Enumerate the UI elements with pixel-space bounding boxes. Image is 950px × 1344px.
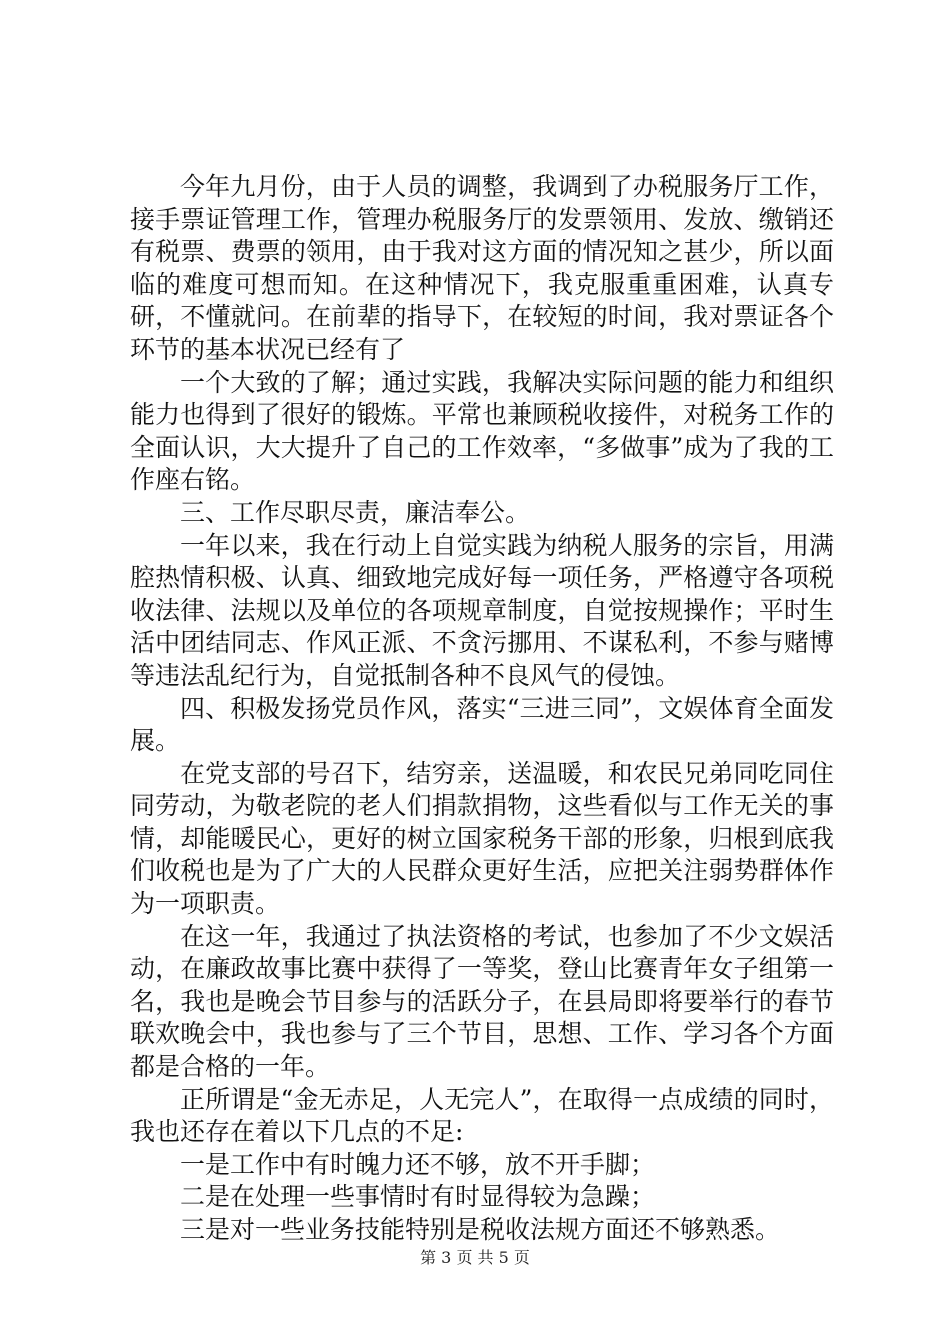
page-number-footer: 第 3 页 共 5 页 [420, 1248, 530, 1267]
section-heading-3: 三、工作尽职尽责，廉洁奉公。 [180, 497, 531, 527]
paragraph-8: 正所谓是“金无赤足，人无完人”，在取得一点成绩的同时，我也还存在着以下几点的不足: [130, 1084, 834, 1147]
paragraph-4: 一年以来，我在行动上自觉实践为纳税人服务的宗旨，用满腔热情积极、认真、细致地完成好每一项任务，严格遵守各项税收法律、法规以及单位的各项规章制度，自觉按规操作；平时生活中团结同志、作风正派、不贪污挪用、不谋私利，不参与赌博等违法乱纪行为，自觉抵制各种不良风气的侵蚀。 [130, 530, 834, 690]
paragraph-7: 在这一年，我通过了执法资格的考试，也参加了不少文娱活动，在廉政故事比赛中获得了一等奖，登山比赛青年女子组第一名，我也是晚会节目参与的活跃分子，在县局即将要举行的春节联欢晚会中，我也参与了三个节目，思想、工作、学习各个方面都是合格的一年。 [130, 921, 834, 1082]
paragraph-1: 今年九月份，由于人员的调整，我调到了办税服务厅工作，接手票证管理工作，管理办税服务厅的发票领用、发放、缴销还有税票、费票的领用，由于我对这方面的情况知之甚少，所以面临的难度可想而知。在这种情况下，我克服重重困难，认真专研，不懂就问。在前辈的指导下，在较短的时间，我对票证各个环节的基本状况已经有了 [130, 172, 834, 364]
document-body [130, 171, 834, 1247]
paragraph-6: 在党支部的号召下，结穷亲，送温暖，和农民兄弟同吃同住同劳动，为敬老院的老人们捐款捐物，这些看似与工作无关的事情，却能暖民心，更好的树立国家税务干部的形象，归根到底我们收税也是为了广大的人民群众更好生活，应把关注弱势群体作为一项职责。 [130, 758, 834, 919]
shortcoming-item-1: 一是工作中有时魄力还不够，放不开手脚； [180, 1149, 656, 1179]
paragraph-2: 一个大致的了解；通过实践，我解决实际问题的能力和组织能力也得到了很好的锻炼。平常也兼顾税收接件，对税务工作的全面认识，大大提升了自己的工作效率，“多做事”成为了我的工作座右铭。 [130, 367, 834, 495]
shortcoming-item-3: 三是对一些业务技能特别是税收法规方面还不够熟悉。 [180, 1215, 781, 1244]
section-heading-4: 四、积极发扬党员作风，落实“三进三同”，文娱体育全面发展。 [130, 693, 834, 756]
shortcoming-item-2: 二是在处理一些事情时有时显得较为急躁； [180, 1182, 656, 1212]
